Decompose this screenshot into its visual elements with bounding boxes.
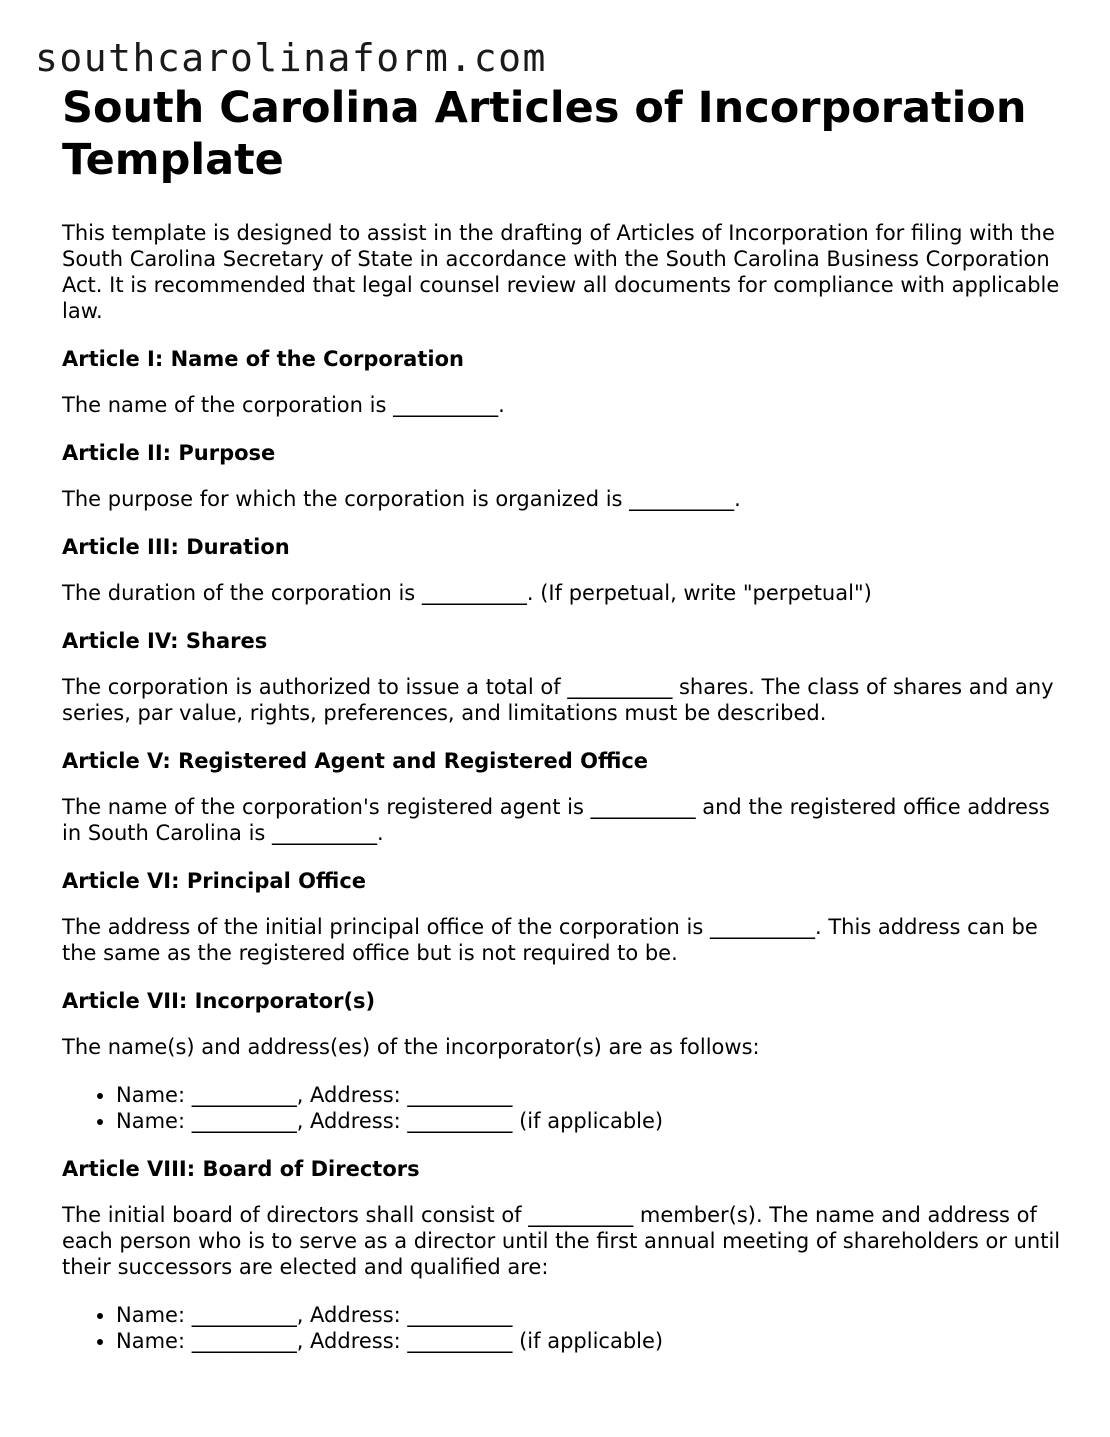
article-3 — [62, 534, 1062, 606]
article-heading: Article V: Registered Agent and Registered Office — [62, 749, 649, 773]
director-list — [62, 1302, 1062, 1354]
article-5 — [62, 748, 1062, 846]
article-text: The name(s) and address(es) of the incorporator(s) are as follows: — [62, 1035, 760, 1059]
site-watermark: southcarolinaform.com — [35, 36, 547, 80]
article-heading: Article II: Purpose — [62, 441, 276, 465]
list-item: • Name: __________, Address: __________ — [116, 1302, 1062, 1328]
article-text: The corporation is authorized to issue a total of __________ shares. The class of shares and any series, par value, rights, preferences, and limitations must be described. — [62, 675, 1054, 725]
article-text: The duration of the corporation is __________. (If perpetual, write "perpetual") — [62, 581, 872, 605]
article-4 — [62, 628, 1062, 726]
article-text: The initial board of directors shall consist of __________ member(s). The name and address of each person who is to serve as a director until the first annual meeting of shareholders or until their successors are elected and qualified are: — [62, 1203, 1061, 1279]
document-title: South Carolina Articles of Incorporation Template — [62, 83, 1027, 185]
article-heading: Article I: Name of the Corporation — [62, 347, 464, 371]
intro-paragraph: This template is designed to assist in the drafting of Articles of Incorporation for filing with the South Carolina Secretary of State in accordance with the South Carolina Business Corporation Act. It is recommended that legal counsel review all documents for compliance with applicable law. — [62, 221, 1060, 323]
incorporator-list — [62, 1082, 1062, 1134]
list-item: • Name: __________, Address: __________ (if applicable) — [116, 1108, 1062, 1134]
article-text: The address of the initial principal office of the corporation is __________. This address can be the same as the registered office but is not required to be. — [62, 915, 1038, 965]
list-item: • Name: __________, Address: __________ — [116, 1082, 1062, 1108]
article-heading: Article III: Duration — [62, 535, 290, 559]
article-text: The purpose for which the corporation is organized is __________. — [62, 487, 741, 511]
list-item: • Name: __________, Address: __________ (if applicable) — [116, 1328, 1062, 1354]
article-heading: Article IV: Shares — [62, 629, 268, 653]
article-6 — [62, 868, 1062, 966]
article-7 — [62, 988, 1062, 1134]
article-1 — [62, 346, 1062, 418]
article-heading: Article VII: Incorporator(s) — [62, 989, 376, 1013]
article-text: The name of the corporation is __________. — [62, 393, 505, 417]
article-text: The name of the corporation's registered agent is __________ and the registered office address in South Carolina is __________. — [62, 795, 1050, 845]
article-heading: Article VIII: Board of Directors — [62, 1157, 420, 1181]
article-8 — [62, 1156, 1062, 1354]
article-2 — [62, 440, 1062, 512]
document-body — [62, 82, 1062, 1376]
article-heading: Article VI: Principal Office — [62, 869, 367, 893]
